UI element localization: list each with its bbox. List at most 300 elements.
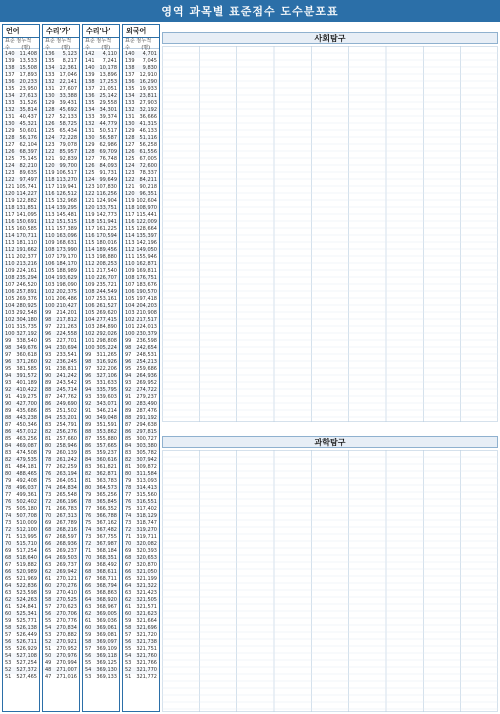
cumulative-cell: 132,968 xyxy=(56,198,77,204)
score-cell: 102 xyxy=(5,317,15,323)
cumulative-cell: 22,141 xyxy=(59,79,77,85)
score-cell: 141 xyxy=(85,58,95,64)
table-row xyxy=(83,394,119,401)
score-cell: 64 xyxy=(5,583,12,589)
cumulative-cell: 368,967 xyxy=(96,604,117,610)
cumulative-cell: 360,616 xyxy=(96,457,117,463)
cumulative-cell: 520,989 xyxy=(16,569,37,575)
score-cell: 107 xyxy=(45,254,55,260)
cumulative-cell: 235,721 xyxy=(96,282,117,288)
cumulative-cell: 368,711 xyxy=(96,576,117,582)
table-row xyxy=(3,387,39,394)
score-cell: 62 xyxy=(5,597,12,603)
table-row xyxy=(123,135,159,142)
table-row xyxy=(3,583,39,590)
table-row xyxy=(43,506,79,513)
table-row xyxy=(83,247,119,254)
table-row xyxy=(123,604,159,611)
score-cell: 120 xyxy=(85,205,95,211)
score-cell: 91 xyxy=(125,394,132,400)
cumulative-cell: 321,505 xyxy=(136,597,157,603)
table-row xyxy=(83,100,119,107)
score-cell: 104 xyxy=(45,275,55,281)
table-row xyxy=(83,562,119,569)
table-row xyxy=(123,275,159,282)
score-cell: 66 xyxy=(125,569,132,575)
score-cell: 58 xyxy=(5,625,12,631)
cumulative-cell: 321,050 xyxy=(136,569,157,575)
cumulative-cell: 96,351 xyxy=(139,191,157,197)
cumulative-cell: 304,180 xyxy=(16,317,37,323)
cumulative-cell: 227,701 xyxy=(56,338,77,344)
cumulative-cell: 17,046 xyxy=(59,72,77,78)
table-row xyxy=(83,212,119,219)
table-row xyxy=(3,520,39,527)
cumulative-cell: 56,587 xyxy=(99,135,117,141)
cumulative-cell: 224,013 xyxy=(136,324,157,330)
score-cell: 93 xyxy=(45,352,52,358)
table-row xyxy=(83,79,119,86)
table-row xyxy=(83,583,119,590)
table-row xyxy=(83,366,119,373)
score-cell: 95 xyxy=(5,366,12,372)
score-cell: 65 xyxy=(85,590,92,596)
score-cell: 82 xyxy=(85,471,92,477)
table-row xyxy=(43,401,79,408)
score-cell: 78 xyxy=(5,485,12,491)
table-row xyxy=(123,674,159,681)
table-row xyxy=(123,506,159,513)
table-row xyxy=(123,576,159,583)
cumulative-cell: 270,921 xyxy=(56,639,77,645)
score-cell: 52 xyxy=(45,639,52,645)
cumulative-cell: 29,558 xyxy=(99,100,117,106)
cumulative-cell: 206,486 xyxy=(56,296,77,302)
score-cell: 76 xyxy=(85,513,92,519)
score-cell: 85 xyxy=(5,436,12,442)
cumulative-cell: 524,263 xyxy=(16,597,37,603)
score-cell: 115 xyxy=(85,240,95,246)
table-row xyxy=(43,114,79,121)
score-cell: 96 xyxy=(85,373,92,379)
cumulative-cell: 321,770 xyxy=(136,667,157,673)
score-cell: 81 xyxy=(85,478,92,484)
score-cell: 118 xyxy=(45,177,55,183)
score-cell: 89 xyxy=(5,408,12,414)
cumulative-cell: 236,245 xyxy=(56,359,77,365)
cumulative-cell: 365,845 xyxy=(96,499,117,505)
score-cell: 98 xyxy=(45,317,52,323)
table-row xyxy=(123,457,159,464)
score-cell: 129 xyxy=(45,100,55,106)
cumulative-cell: 269,737 xyxy=(56,562,77,568)
cumulative-cell: 499,361 xyxy=(16,492,37,498)
cumulative-cell: 191,662 xyxy=(16,247,37,253)
score-cell: 66 xyxy=(5,569,12,575)
cumulative-cell: 527,254 xyxy=(16,660,37,666)
cumulative-cell: 198,880 xyxy=(96,254,117,260)
table-row xyxy=(123,492,159,499)
score-cell: 87 xyxy=(5,422,12,428)
table-row xyxy=(123,534,159,541)
cumulative-cell: 367,162 xyxy=(96,520,117,526)
score-cell: 134 xyxy=(45,65,55,71)
score-cell: 106 xyxy=(45,261,55,267)
cumulative-cell: 91,731 xyxy=(99,170,117,176)
table-row xyxy=(43,163,79,170)
table-row xyxy=(123,660,159,667)
cumulative-cell: 343,071 xyxy=(96,401,117,407)
table-row xyxy=(83,555,119,562)
table-row xyxy=(83,142,119,149)
cumulative-cell: 97,497 xyxy=(19,177,37,183)
table-row xyxy=(3,72,39,79)
table-row xyxy=(43,233,79,240)
score-cell: 74 xyxy=(45,485,52,491)
score-cell: 69 xyxy=(5,548,12,554)
cumulative-cell: 269,237 xyxy=(56,548,77,554)
score-cell: 84 xyxy=(125,443,132,449)
cumulative-cell: 16,290 xyxy=(139,79,157,85)
score-cell: 74 xyxy=(85,527,92,533)
table-row xyxy=(123,205,159,212)
table-row xyxy=(3,247,39,254)
score-cell: 93 xyxy=(5,380,12,386)
score-cell: 87 xyxy=(45,394,52,400)
table-row xyxy=(3,191,39,198)
cumulative-cell: 322,206 xyxy=(96,366,117,372)
table-row xyxy=(123,331,159,338)
table-row xyxy=(83,422,119,429)
table-row xyxy=(3,149,39,156)
score-cell: 58 xyxy=(45,597,52,603)
cumulative-cell: 270,976 xyxy=(56,653,77,659)
table-row xyxy=(43,65,79,72)
table-row xyxy=(83,429,119,436)
table-row xyxy=(123,303,159,310)
table-row xyxy=(123,548,159,555)
cumulative-cell: 246,520 xyxy=(16,282,37,288)
score-cell: 70 xyxy=(5,541,12,547)
table-row xyxy=(123,485,159,492)
table-row xyxy=(83,289,119,296)
score-cell: 133 xyxy=(125,100,135,106)
table-row xyxy=(43,408,79,415)
cumulative-cell: 114,227 xyxy=(16,191,37,197)
table-row xyxy=(43,373,79,380)
score-cell: 86 xyxy=(125,429,132,435)
cumulative-cell: 19,933 xyxy=(139,86,157,92)
score-cell: 85 xyxy=(85,450,92,456)
cumulative-cell: 300,727 xyxy=(136,436,157,442)
cumulative-cell: 321,696 xyxy=(136,625,157,631)
table-row xyxy=(43,338,79,345)
cumulative-cell: 270,882 xyxy=(56,632,77,638)
cumulative-cell: 368,184 xyxy=(96,548,117,554)
table-row xyxy=(123,156,159,163)
cumulative-cell: 62,104 xyxy=(19,142,37,148)
cumulative-cell: 349,048 xyxy=(96,415,117,421)
score-cell: 57 xyxy=(45,604,52,610)
cumulative-cell: 279,237 xyxy=(136,394,157,400)
score-cell: 64 xyxy=(85,597,92,603)
table-row xyxy=(123,471,159,478)
score-cell: 61 xyxy=(5,604,12,610)
table-row xyxy=(3,58,39,65)
cumulative-cell: 318,129 xyxy=(136,513,157,519)
cumulative-cell: 122,882 xyxy=(16,198,37,204)
cumulative-cell: 84,093 xyxy=(99,163,117,169)
table-row xyxy=(123,450,159,457)
cumulative-cell: 327,106 xyxy=(96,373,117,379)
cumulative-cell: 319,270 xyxy=(136,527,157,533)
table-row xyxy=(123,345,159,352)
table-row xyxy=(3,51,39,58)
score-cell: 124 xyxy=(85,177,95,183)
score-cell: 71 xyxy=(45,506,52,512)
table-row xyxy=(43,611,79,618)
cumulative-cell: 213,216 xyxy=(16,261,37,267)
table-row xyxy=(3,660,39,667)
column-math-ga-header: 표준 점수 누적 (명) xyxy=(43,37,79,49)
table-row xyxy=(3,478,39,485)
score-cell: 100 xyxy=(45,303,55,309)
table-row xyxy=(123,317,159,324)
score-cell: 115 xyxy=(45,198,55,204)
cumulative-cell: 133,751 xyxy=(96,205,117,211)
score-cell: 117 xyxy=(45,184,55,190)
cumulative-cell: 13,896 xyxy=(99,72,117,78)
cumulative-cell: 145,481 xyxy=(56,212,77,218)
cumulative-cell: 75,145 xyxy=(19,156,37,162)
table-row xyxy=(43,492,79,499)
table-row xyxy=(83,506,119,513)
table-row xyxy=(83,149,119,156)
table-row xyxy=(123,387,159,394)
cumulative-cell: 331,633 xyxy=(96,380,117,386)
score-cell: 96 xyxy=(45,331,52,337)
score-cell: 76 xyxy=(5,499,12,505)
cumulative-cell: 319,711 xyxy=(136,534,157,540)
table-row xyxy=(123,401,159,408)
cumulative-cell: 369,061 xyxy=(96,625,117,631)
cumulative-cell: 346,214 xyxy=(96,408,117,414)
score-cell: 137 xyxy=(5,72,15,78)
table-row xyxy=(3,457,39,464)
cumulative-cell: 244,549 xyxy=(96,289,117,295)
score-cell: 78 xyxy=(45,457,52,463)
table-row xyxy=(83,352,119,359)
score-cell: 102 xyxy=(45,289,55,295)
score-cell: 118 xyxy=(85,219,95,225)
cumulative-cell: 78,337 xyxy=(139,170,157,176)
cumulative-cell: 72,600 xyxy=(139,163,157,169)
cumulative-cell: 270,776 xyxy=(56,618,77,624)
cumulative-cell: 270,952 xyxy=(56,646,77,652)
table-row xyxy=(3,198,39,205)
cumulative-cell: 21,051 xyxy=(99,86,117,92)
table-row xyxy=(43,86,79,93)
table-row xyxy=(3,366,39,373)
table-row xyxy=(123,667,159,674)
table-row xyxy=(123,240,159,247)
score-cell: 74 xyxy=(125,513,132,519)
table-row xyxy=(43,170,79,177)
cumulative-cell: 321,423 xyxy=(136,590,157,596)
cumulative-cell: 366,352 xyxy=(96,506,117,512)
table-row xyxy=(3,576,39,583)
table-row xyxy=(83,492,119,499)
cumulative-cell: 257,891 xyxy=(16,289,37,295)
cumulative-cell: 264,936 xyxy=(136,373,157,379)
table-row xyxy=(3,422,39,429)
table-row xyxy=(43,331,79,338)
cumulative-cell: 4,701 xyxy=(142,51,157,57)
score-cell: 77 xyxy=(125,492,132,498)
cumulative-cell: 245,714 xyxy=(56,387,77,393)
cumulative-cell: 235,294 xyxy=(16,275,37,281)
score-cell: 76 xyxy=(45,471,52,477)
score-cell: 138 xyxy=(85,79,95,85)
section-science-title: 과학탐구 xyxy=(162,436,498,448)
cumulative-cell: 141,095 xyxy=(16,212,37,218)
table-row xyxy=(43,240,79,247)
column-korean-header: 표준 점수 누적 (명) xyxy=(3,37,39,49)
cumulative-cell: 366,788 xyxy=(96,513,117,519)
table-row xyxy=(43,191,79,198)
table-row xyxy=(3,163,39,170)
score-cell: 121 xyxy=(45,156,55,162)
table-row xyxy=(123,93,159,100)
cumulative-cell: 67,005 xyxy=(139,156,157,162)
cumulative-cell: 142,196 xyxy=(136,240,157,246)
table-row xyxy=(3,331,39,338)
table-row xyxy=(123,352,159,359)
cumulative-cell: 321,720 xyxy=(136,632,157,638)
score-cell: 113 xyxy=(85,254,95,260)
table-row xyxy=(123,625,159,632)
cumulative-cell: 443,238 xyxy=(16,415,37,421)
score-cell: 65 xyxy=(125,576,132,582)
score-cell: 120 xyxy=(45,163,55,169)
cumulative-cell: 27,613 xyxy=(19,93,37,99)
table-row xyxy=(43,534,79,541)
table-row xyxy=(3,128,39,135)
cumulative-cell: 39,431 xyxy=(59,100,77,106)
table-row xyxy=(123,499,159,506)
table-row xyxy=(83,317,119,324)
cumulative-cell: 44,779 xyxy=(99,121,117,127)
score-cell: 98 xyxy=(125,345,132,351)
cumulative-cell: 267,789 xyxy=(56,520,77,526)
cumulative-cell: 161,225 xyxy=(96,226,117,232)
cumulative-cell: 271,016 xyxy=(56,674,77,680)
cumulative-cell: 241,242 xyxy=(56,373,77,379)
score-cell: 138 xyxy=(5,65,15,71)
score-cell: 132 xyxy=(125,107,135,113)
score-cell: 100 xyxy=(125,331,135,337)
cumulative-cell: 128,664 xyxy=(136,226,157,232)
cumulative-cell: 170,594 xyxy=(96,233,117,239)
table-row xyxy=(83,569,119,576)
score-cell: 119 xyxy=(45,170,55,176)
table-row xyxy=(43,618,79,625)
score-cell: 72 xyxy=(5,527,12,533)
table-row xyxy=(83,534,119,541)
score-cell: 57 xyxy=(125,632,132,638)
table-row xyxy=(3,114,39,121)
table-row xyxy=(43,128,79,135)
cumulative-cell: 254,791 xyxy=(56,422,77,428)
score-cell: 139 xyxy=(85,72,95,78)
cumulative-cell: 307,942 xyxy=(136,457,157,463)
table-row xyxy=(123,380,159,387)
table-row xyxy=(43,520,79,527)
table-row xyxy=(123,653,159,660)
table-row xyxy=(43,359,79,366)
score-cell: 99 xyxy=(125,338,132,344)
cumulative-cell: 526,138 xyxy=(16,625,37,631)
table-row xyxy=(123,478,159,485)
cumulative-cell: 527,465 xyxy=(16,674,37,680)
table-row xyxy=(3,212,39,219)
cumulative-cell: 270,623 xyxy=(56,604,77,610)
table-row xyxy=(3,513,39,520)
cumulative-cell: 168,631 xyxy=(56,240,77,246)
cumulative-cell: 7,045 xyxy=(142,58,157,64)
score-cell: 130 xyxy=(5,121,15,127)
table-row xyxy=(123,142,159,149)
table-row xyxy=(83,632,119,639)
column-foreign-header: 표준 점수 누적 (명) xyxy=(123,37,159,49)
table-row xyxy=(83,345,119,352)
cumulative-cell: 479,535 xyxy=(16,457,37,463)
score-cell: 97 xyxy=(85,366,92,372)
table-row xyxy=(43,562,79,569)
cumulative-cell: 35,814 xyxy=(19,107,37,113)
score-cell: 85 xyxy=(45,408,52,414)
cumulative-cell: 321,623 xyxy=(136,611,157,617)
table-row xyxy=(43,499,79,506)
score-cell: 116 xyxy=(45,191,55,197)
score-cell: 127 xyxy=(45,114,55,120)
score-cell: 58 xyxy=(85,639,92,645)
cumulative-cell: 179,170 xyxy=(56,254,77,260)
cumulative-cell: 270,276 xyxy=(56,583,77,589)
table-row xyxy=(43,443,79,450)
cumulative-cell: 33,388 xyxy=(59,93,77,99)
table-row xyxy=(123,198,159,205)
score-cell: 129 xyxy=(125,128,135,134)
cumulative-cell: 236,598 xyxy=(136,338,157,344)
table-row xyxy=(3,625,39,632)
table-row xyxy=(3,177,39,184)
cumulative-cell: 32,192 xyxy=(139,107,157,113)
cumulative-cell: 46,133 xyxy=(139,128,157,134)
score-cell: 69 xyxy=(125,548,132,554)
score-cell: 86 xyxy=(5,429,12,435)
score-cell: 91 xyxy=(5,394,12,400)
cumulative-cell: 230,379 xyxy=(136,331,157,337)
table-row xyxy=(123,226,159,233)
table-row xyxy=(83,205,119,212)
score-cell: 92 xyxy=(45,359,52,365)
score-cell: 116 xyxy=(125,219,135,225)
score-cell: 72 xyxy=(45,499,52,505)
score-cell: 91 xyxy=(45,366,52,372)
table-row xyxy=(123,324,159,331)
cumulative-cell: 274,722 xyxy=(136,387,157,393)
